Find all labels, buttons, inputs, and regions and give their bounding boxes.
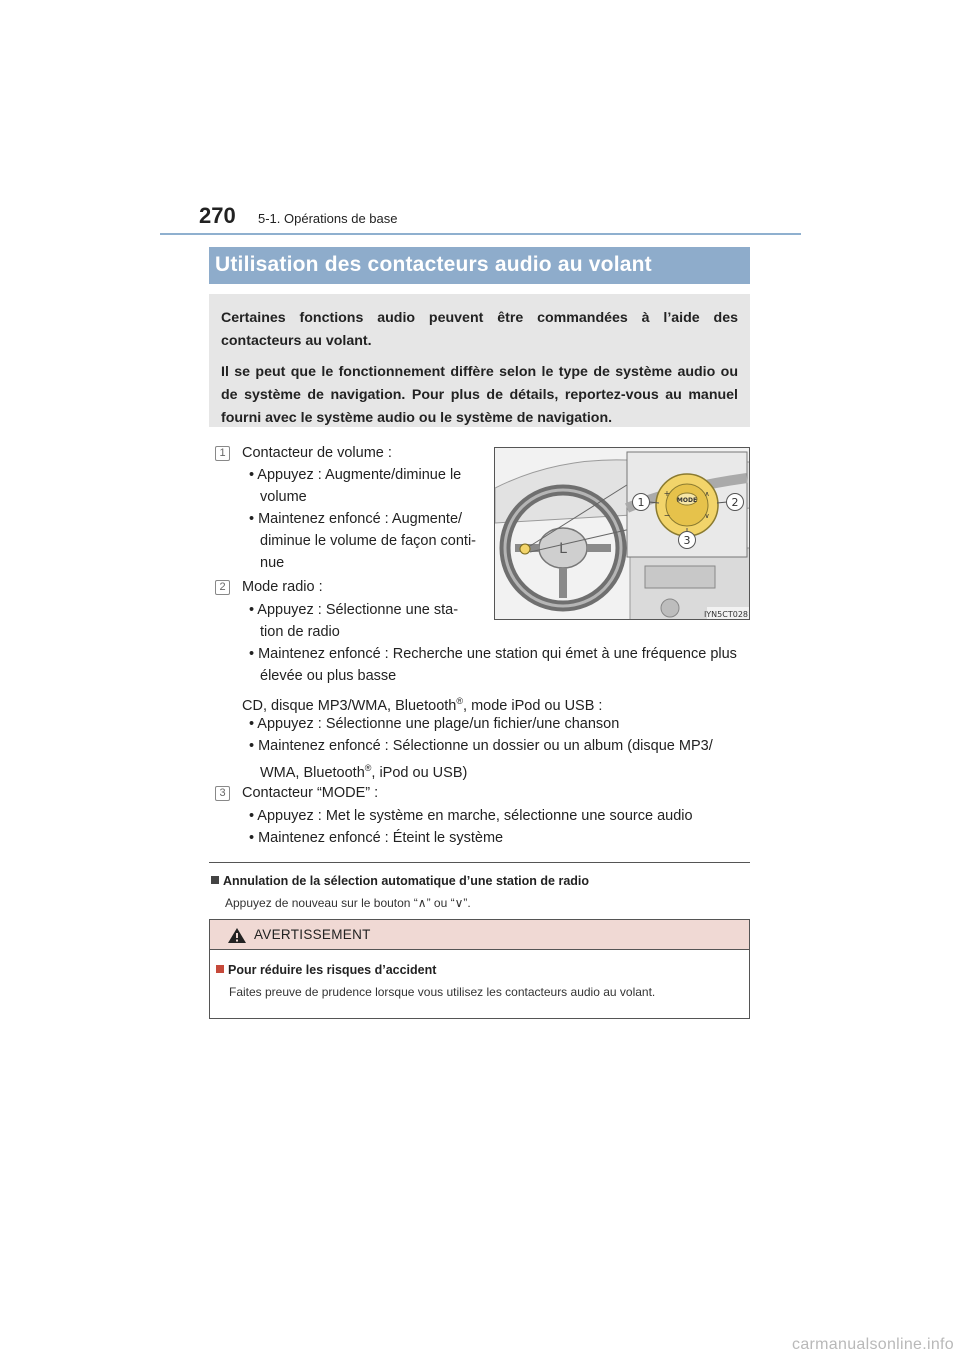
item-number-1: 1 xyxy=(215,446,230,461)
square-bullet-icon xyxy=(216,965,224,973)
volume-bullet-press-cont: volume xyxy=(260,489,307,505)
svg-text:+: + xyxy=(663,489,671,498)
steering-wheel-illustration xyxy=(494,447,750,620)
note-title: Annulation de la sélection automatique d’une station de radio xyxy=(211,874,589,888)
radio-bullet-hold-cont: élevée ou plus basse xyxy=(260,668,397,684)
watermark: carmanualsonline.info xyxy=(792,1336,954,1353)
warning-subtitle: Pour réduire les risques d’accident xyxy=(216,963,436,977)
page-title: Utilisation des contacteurs audio au volant xyxy=(209,247,750,284)
section-divider xyxy=(209,862,750,863)
volume-bullet-hold-cont-2: nue xyxy=(260,555,285,571)
mode-bullet-hold: • Maintenez enfoncé : Éteint le système xyxy=(249,830,504,846)
note-body: Appuyez de nouveau sur le bouton “∧” ou “∨”. xyxy=(225,896,471,910)
cd-bullet-hold: • Maintenez enfoncé : Sélectionne un dossier ou un album (disque MP3/ xyxy=(249,738,713,754)
radio-bullet-press-cont: tion de radio xyxy=(260,624,340,640)
section-label: 5-1. Opérations de base xyxy=(258,211,398,226)
intro-box xyxy=(209,294,750,427)
warning-label: AVERTISSEMENT xyxy=(254,927,371,942)
volume-switch-title: Contacteur de volume : xyxy=(242,445,392,461)
volume-bullet-hold: • Maintenez enfoncé : Augmente/ xyxy=(249,511,463,527)
square-bullet-icon xyxy=(211,876,219,884)
callout-2: 2 xyxy=(731,496,739,509)
warning-box xyxy=(209,919,750,1019)
volume-bullet-press: • Appuyez : Augmente/diminue le xyxy=(249,467,462,483)
callout-1: 1 xyxy=(637,496,645,509)
radio-bullet-hold: • Maintenez enfoncé : Recherche une station qui émet à une fréquence plus xyxy=(249,646,737,662)
header-rule xyxy=(160,233,801,235)
warning-triangle-icon xyxy=(227,927,247,944)
intro-paragraph-2: Il se peut que le fonctionnement diffère selon le type de système audio ou de système de navigation. Pour plus de détails, reportez-vous au manuel fourni avec le système audio ou le système de navigation. xyxy=(221,364,738,426)
svg-text:L: L xyxy=(559,541,567,557)
cd-bullet-press: • Appuyez : Sélectionne une plage/un fichier/une chanson xyxy=(249,716,620,732)
image-code: IYN5CT028 xyxy=(703,610,748,619)
item-number-3: 3 xyxy=(215,786,230,801)
mode-label: MODE xyxy=(676,497,698,504)
mode-switch-title: Contacteur “MODE” : xyxy=(242,785,379,801)
svg-text:∧: ∧ xyxy=(704,490,710,498)
intro-paragraph-1: Certaines fonctions audio peuvent être commandées à l’aide des contacteurs au volant. xyxy=(221,310,738,349)
warning-header xyxy=(210,920,749,950)
steering-wheel-drawing xyxy=(495,448,750,620)
cd-mode-title: CD, disque MP3/WMA, Bluetooth®, mode iPod ou USB : xyxy=(242,696,603,714)
mode-bullet-press: • Appuyez : Met le système en marche, sélectionne une source audio xyxy=(249,808,693,824)
radio-mode-title: Mode radio : xyxy=(242,579,323,595)
callout-3: 3 xyxy=(683,534,691,547)
cd-bullet-hold-cont: WMA, Bluetooth®, iPod ou USB) xyxy=(260,763,468,781)
warning-text: Faites preuve de prudence lorsque vous utilisez les contacteurs audio au volant. xyxy=(229,985,656,999)
svg-text:−: − xyxy=(663,511,671,520)
item-number-2: 2 xyxy=(215,580,230,595)
page-number: 270 xyxy=(199,203,236,228)
radio-bullet-press: • Appuyez : Sélectionne une sta- xyxy=(249,602,459,618)
svg-text:∨: ∨ xyxy=(704,512,710,520)
volume-bullet-hold-cont-1: diminue le volume de façon conti- xyxy=(260,533,477,549)
